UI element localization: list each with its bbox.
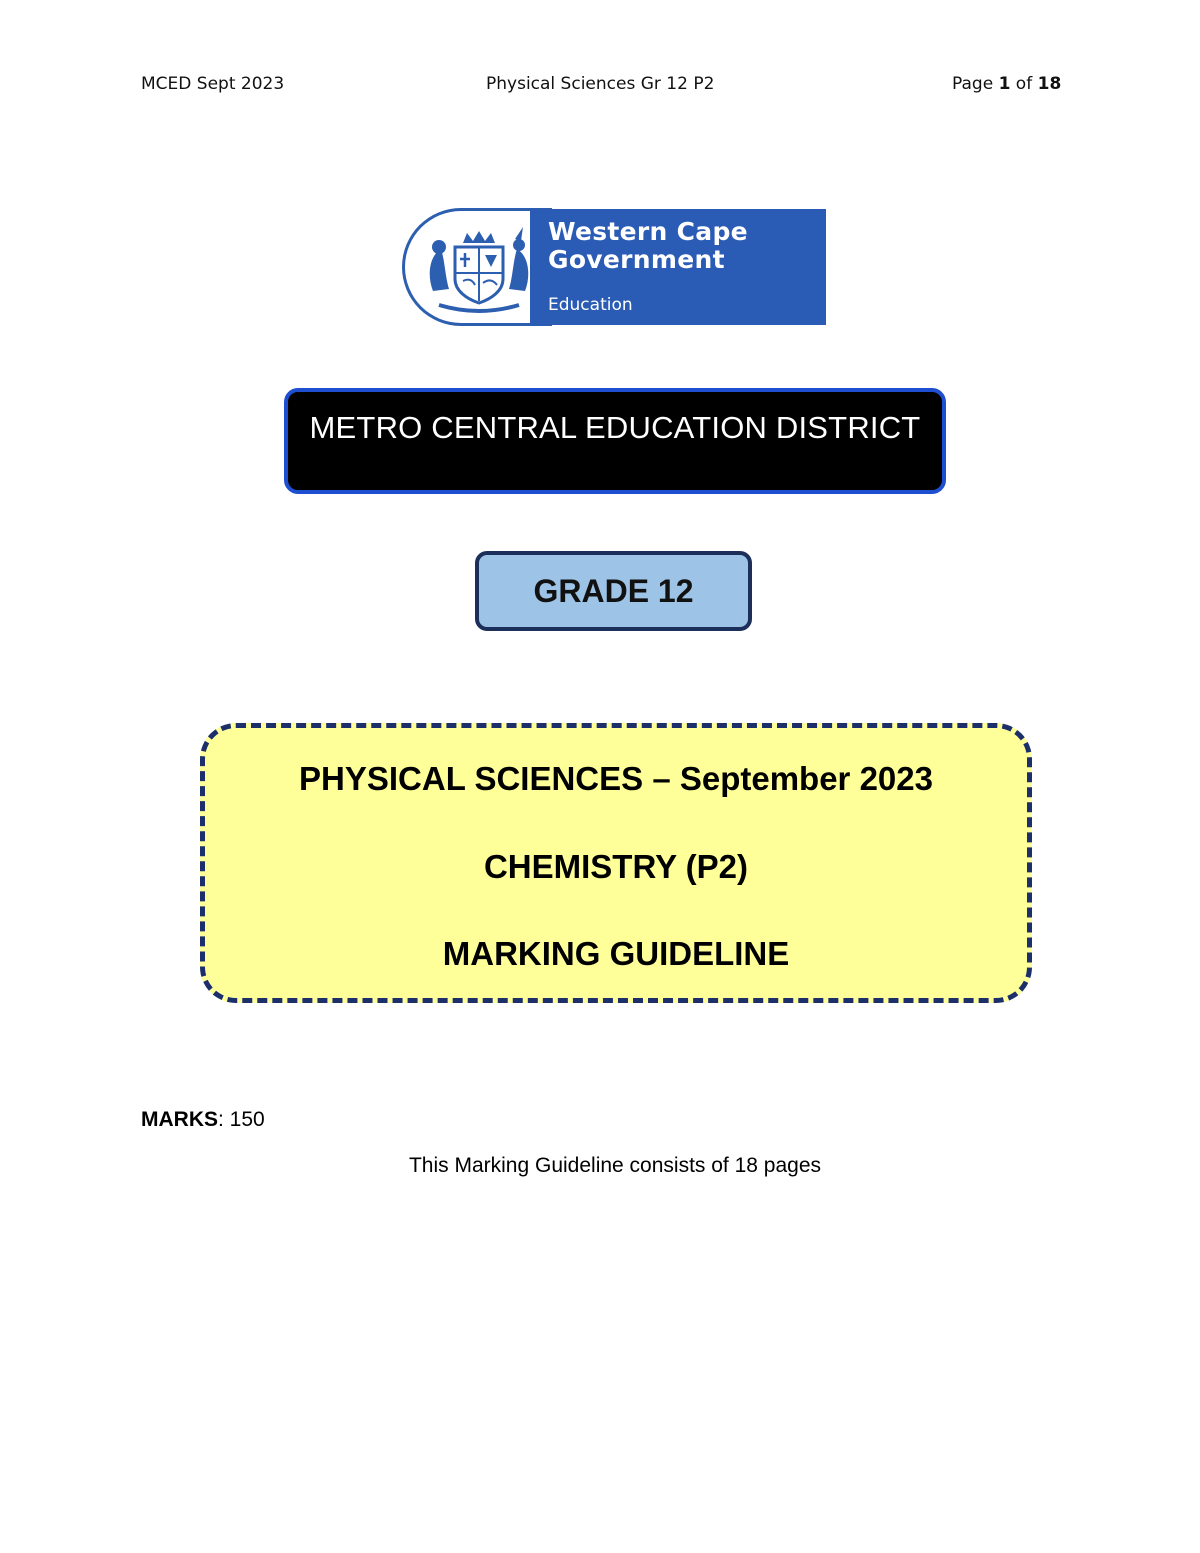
page-current: 1 (998, 74, 1011, 94)
marks-line: MARKS: 150 (141, 1108, 265, 1131)
logo-text-panel (530, 209, 826, 325)
district-banner (284, 388, 946, 494)
grade-label: GRADE 12 (533, 573, 694, 609)
page-count-note: This Marking Guideline consists of 18 pages (408, 1154, 822, 1177)
grade-box (475, 551, 752, 631)
marks-label: MARKS (141, 1108, 218, 1131)
document-type: MARKING GUIDELINE (442, 935, 790, 972)
wcg-logo (402, 208, 826, 326)
subject-box (200, 723, 1032, 1003)
marks-value: 150 (229, 1108, 265, 1131)
page-header (0, 74, 1200, 98)
page-of: of (1010, 74, 1038, 94)
logo-line-1: Western Cape (548, 217, 748, 246)
header-left: MCED Sept 2023 (141, 74, 285, 94)
district-title: METRO CENTRAL EDUCATION DISTRICT (309, 410, 921, 445)
header-center: Physical Sciences Gr 12 P2 (486, 74, 715, 94)
subject-title: PHYSICAL SCIENCES – September 2023 (299, 760, 933, 797)
header-page-number (952, 74, 1061, 94)
page-prefix: Page (952, 74, 999, 94)
logo-line-3: Education (548, 295, 633, 315)
paper-title: CHEMISTRY (P2) (483, 848, 749, 885)
page-total: 18 (1037, 74, 1062, 94)
logo-line-2: Government (548, 245, 725, 274)
